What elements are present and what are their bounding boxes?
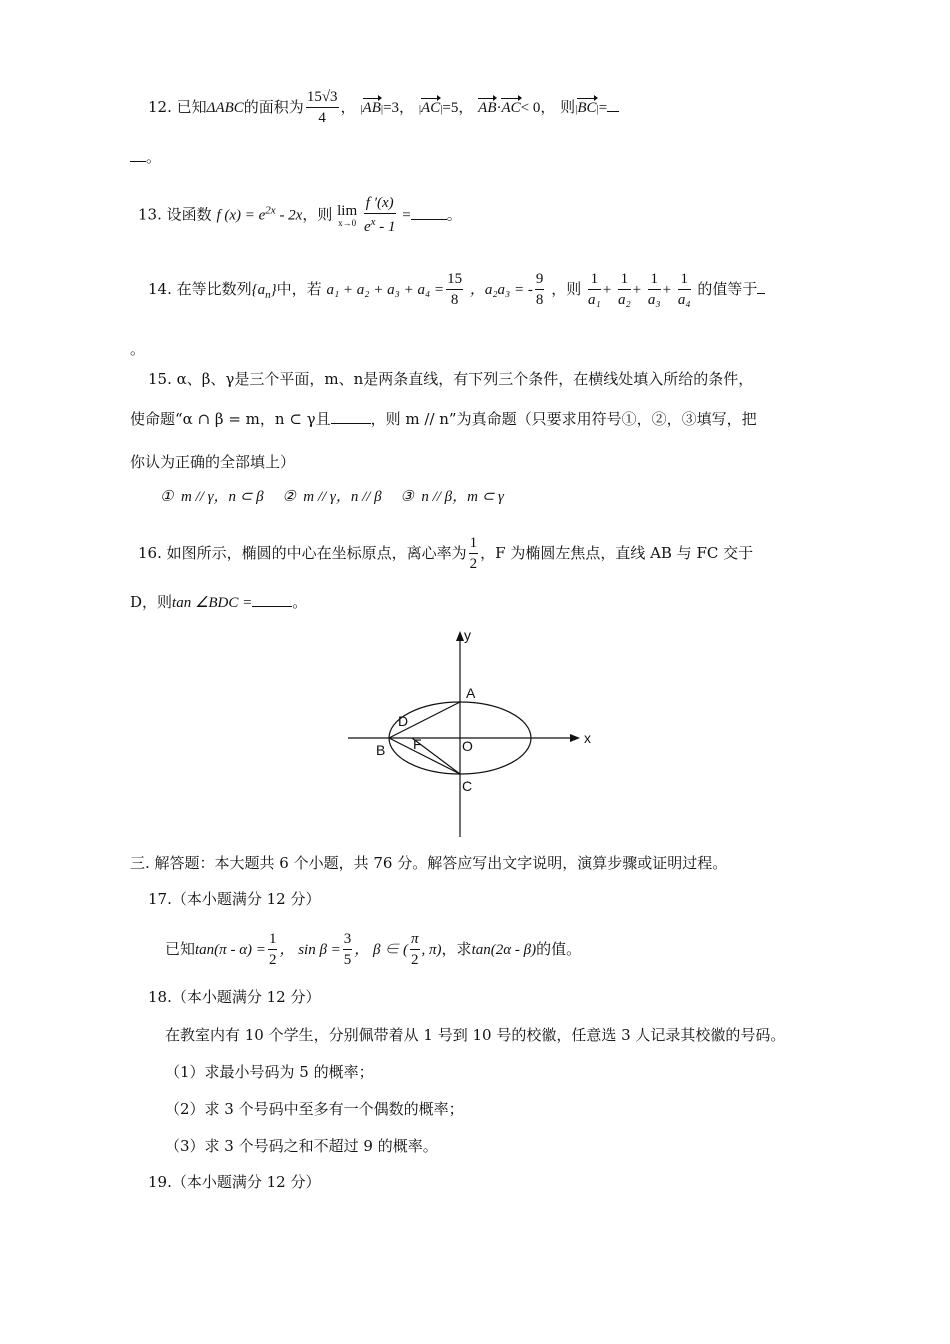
question-12-cont: 。 (130, 150, 161, 165)
limit-operator: lim x→0 (337, 202, 358, 228)
line-bc (389, 738, 460, 774)
section-3-heading: 三. 解答题：本大题共 6 个小题，共 76 分。解答应写出文字说明，演算步骤或证明过程。 (130, 854, 728, 872)
limit-fraction: $\frac{f '(x)}{e^x - 1}$ (363, 195, 396, 235)
label-x: x (584, 730, 591, 746)
answer-blank (607, 110, 619, 112)
question-18-part2: （2）求 3 个号码中至多有一个偶数的概率； (165, 1100, 464, 1118)
question-17-body: 已知tan(π - α) = $\frac{1}{2}$ ， sin β = $\frac{3}{5}$ ， β ∈ ( $\frac{\pi}{2}$ , π)，求tan(2α - β)的值。 (165, 931, 582, 968)
label-f: F (413, 736, 422, 752)
area-fraction: $\frac{15√3}{4}$ (306, 89, 338, 126)
question-15-options: ① m // γ，n ⊂ β ② m // γ，n // β ③ n // β，m ⊂ γ (160, 489, 504, 505)
answer-blank (331, 422, 371, 424)
question-15-line1: 15. α、β、γ是三个平面，m、n是两条直线，有下列三个条件，在横线处填入所给的条件， (148, 370, 754, 388)
label-d: D (398, 713, 409, 729)
y-axis-arrow (456, 631, 464, 641)
label-y: y (464, 627, 471, 643)
question-14: 14. 在等比数列$\{a_n\}$中，若 a₁ + a₂ + a₃ + a₄ = $\frac{15}{8}$ ，a₂a₃ = - $\frac{9}{8}$ ，则 $\frac{1}{\text{a₁}}$ + $\frac{1}{\text{a₂}}$ + $\frac{1}{\text{a₃}}$ + $\frac{1}{\text{a₄}}$ 的值等于 (148, 272, 765, 308)
question-16: 16. 如图所示，椭圆的中心在坐标原点，离心率为 $\frac{1}{2}$ ，F 为椭圆左焦点，直线 AB 与 FC 交于 (138, 535, 754, 572)
label-a: A (466, 685, 476, 701)
label-o: O (462, 738, 473, 754)
question-17-heading: 17.（本小题满分 12 分） (148, 890, 321, 908)
sum-fraction: $\frac{15}{8}$ (447, 271, 463, 308)
label-b: B (376, 742, 386, 758)
label-c: C (462, 778, 473, 794)
question-19-heading: 19.（本小题满分 12 分） (148, 1173, 321, 1191)
question-15-line2: 使命题“α ∩ β = m，n ⊂ γ且 ，则 m // n”为真命题（只要求用符号①，②，③填写，把 (130, 410, 757, 428)
question-18-part1: （1）求最小号码为 5 的概率； (165, 1063, 374, 1081)
question-15-line3: 你认为正确的全部填上） (130, 453, 296, 471)
question-18-heading: 18.（本小题满分 12 分） (148, 988, 321, 1006)
question-14-cont: 。 (130, 340, 146, 358)
answer-blank (252, 605, 292, 607)
answer-blank (757, 292, 765, 294)
eccentricity-fraction: $\frac{1}{2}$ (469, 535, 478, 572)
ellipse-figure (340, 625, 600, 840)
answer-blank (130, 160, 146, 162)
x-axis-arrow (570, 734, 580, 742)
answer-blank (411, 218, 447, 220)
question-18-part3: （3）求 3 个号码之和不超过 9 的概率。 (165, 1137, 438, 1155)
question-12: 12. 已知ΔABC的面积为 $\frac{15√3}{4}$ ， |AB|=3， |AC|=5， AB·AC< 0， 则|BC|= (148, 90, 619, 126)
question-18-intro: 在教室内有 10 个学生，分别佩带着从 1 号到 10 号的校徽，任意选 3 人记录其校徽的号码。 (165, 1026, 786, 1044)
product-fraction: $\frac{9}{8}$ (535, 271, 544, 308)
question-16-cont: D，则tan ∠BDC = 。 (130, 593, 308, 611)
question-13: 13. 设函数 f $(x) = e^{2x} - 2x$，则 lim x→0 $\frac{f '(x)}{e^x - 1}$ = 。 (138, 195, 462, 235)
